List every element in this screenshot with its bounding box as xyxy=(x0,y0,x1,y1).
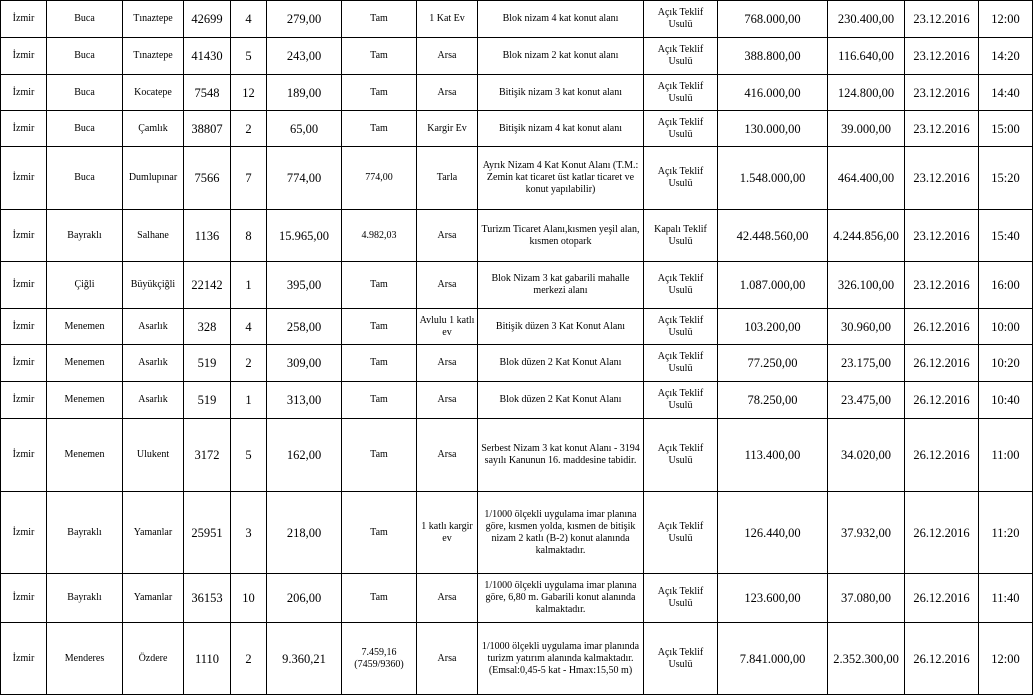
area-cell: 206,00 xyxy=(267,574,342,623)
province-cell: İzmir xyxy=(1,210,47,262)
block-cell: 519 xyxy=(184,345,231,382)
parcel-cell: 5 xyxy=(231,419,267,492)
date-cell: 26.12.2016 xyxy=(905,419,979,492)
date-cell: 23.12.2016 xyxy=(905,210,979,262)
province-cell: İzmir xyxy=(1,574,47,623)
neighborhood-cell: Büyükçiğli xyxy=(123,262,184,309)
time-cell: 11:00 xyxy=(979,419,1033,492)
area-cell: 309,00 xyxy=(267,345,342,382)
parcel-cell: 10 xyxy=(231,574,267,623)
deposit-cell: 116.640,00 xyxy=(828,38,905,75)
time-cell: 12:00 xyxy=(979,1,1033,38)
tender-method-cell: Kapalı Teklif Usulü xyxy=(644,210,718,262)
deposit-cell: 4.244.856,00 xyxy=(828,210,905,262)
time-cell: 11:20 xyxy=(979,492,1033,574)
share-cell: 7.459,16 (7459/9360) xyxy=(342,623,417,695)
property-type-cell: Arsa xyxy=(417,419,478,492)
block-cell: 25951 xyxy=(184,492,231,574)
date-cell: 26.12.2016 xyxy=(905,574,979,623)
province-cell: İzmir xyxy=(1,382,47,419)
area-cell: 313,00 xyxy=(267,382,342,419)
estimated-price-cell: 130.000,00 xyxy=(718,111,828,147)
zoning-cell: Bitişik nizam 4 kat konut alanı xyxy=(478,111,644,147)
property-type-cell: Arsa xyxy=(417,38,478,75)
zoning-cell: Blok nizam 2 kat konut alanı xyxy=(478,38,644,75)
property-type-cell: Avlulu 1 katlı ev xyxy=(417,309,478,345)
deposit-cell: 230.400,00 xyxy=(828,1,905,38)
district-cell: Menderes xyxy=(47,623,123,695)
area-cell: 774,00 xyxy=(267,147,342,210)
district-cell: Menemen xyxy=(47,382,123,419)
table-row xyxy=(1,623,1033,695)
property-type-cell: Tarla xyxy=(417,147,478,210)
estimated-price-cell: 123.600,00 xyxy=(718,574,828,623)
table-row xyxy=(1,75,1033,111)
share-cell: Tam xyxy=(342,574,417,623)
table-row xyxy=(1,38,1033,75)
property-type-cell: Arsa xyxy=(417,574,478,623)
share-cell: Tam xyxy=(342,262,417,309)
tender-method-cell: Açık Teklif Usulü xyxy=(644,111,718,147)
share-cell: Tam xyxy=(342,111,417,147)
share-cell: Tam xyxy=(342,75,417,111)
neighborhood-cell: Asarlık xyxy=(123,345,184,382)
deposit-cell: 464.400,00 xyxy=(828,147,905,210)
tender-method-cell: Açık Teklif Usulü xyxy=(644,1,718,38)
province-cell: İzmir xyxy=(1,623,47,695)
share-cell: Tam xyxy=(342,345,417,382)
estimated-price-cell: 388.800,00 xyxy=(718,38,828,75)
property-type-cell: Arsa xyxy=(417,262,478,309)
neighborhood-cell: Çamlık xyxy=(123,111,184,147)
block-cell: 41430 xyxy=(184,38,231,75)
district-cell: Buca xyxy=(47,75,123,111)
table-row xyxy=(1,262,1033,309)
zoning-cell: Blok düzen 2 Kat Konut Alanı xyxy=(478,382,644,419)
time-cell: 10:20 xyxy=(979,345,1033,382)
district-cell: Buca xyxy=(47,111,123,147)
deposit-cell: 37.932,00 xyxy=(828,492,905,574)
estimated-price-cell: 1.548.000,00 xyxy=(718,147,828,210)
deposit-cell: 30.960,00 xyxy=(828,309,905,345)
area-cell: 243,00 xyxy=(267,38,342,75)
province-cell: İzmir xyxy=(1,262,47,309)
parcel-cell: 1 xyxy=(231,382,267,419)
district-cell: Buca xyxy=(47,147,123,210)
share-cell: 774,00 xyxy=(342,147,417,210)
zoning-cell: Bitişik düzen 3 Kat Konut Alanı xyxy=(478,309,644,345)
date-cell: 26.12.2016 xyxy=(905,382,979,419)
neighborhood-cell: Asarlık xyxy=(123,309,184,345)
block-cell: 36153 xyxy=(184,574,231,623)
time-cell: 15:40 xyxy=(979,210,1033,262)
area-cell: 65,00 xyxy=(267,111,342,147)
estimated-price-cell: 77.250,00 xyxy=(718,345,828,382)
estimated-price-cell: 416.000,00 xyxy=(718,75,828,111)
tender-method-cell: Açık Teklif Usulü xyxy=(644,309,718,345)
property-type-cell: Arsa xyxy=(417,623,478,695)
block-cell: 7566 xyxy=(184,147,231,210)
block-cell: 38807 xyxy=(184,111,231,147)
deposit-cell: 2.352.300,00 xyxy=(828,623,905,695)
table-row xyxy=(1,492,1033,574)
tender-method-cell: Açık Teklif Usulü xyxy=(644,38,718,75)
table-row xyxy=(1,147,1033,210)
parcel-cell: 2 xyxy=(231,623,267,695)
tender-method-cell: Açık Teklif Usulü xyxy=(644,419,718,492)
area-cell: 395,00 xyxy=(267,262,342,309)
date-cell: 23.12.2016 xyxy=(905,38,979,75)
property-type-cell: 1 Kat Ev xyxy=(417,1,478,38)
share-cell: Tam xyxy=(342,492,417,574)
time-cell: 15:20 xyxy=(979,147,1033,210)
tender-table-body xyxy=(1,1,1033,695)
zoning-cell: Blok nizam 4 kat konut alanı xyxy=(478,1,644,38)
area-cell: 15.965,00 xyxy=(267,210,342,262)
date-cell: 26.12.2016 xyxy=(905,623,979,695)
area-cell: 189,00 xyxy=(267,75,342,111)
block-cell: 1136 xyxy=(184,210,231,262)
time-cell: 14:20 xyxy=(979,38,1033,75)
time-cell: 14:40 xyxy=(979,75,1033,111)
table-row xyxy=(1,345,1033,382)
district-cell: Bayraklı xyxy=(47,492,123,574)
estimated-price-cell: 7.841.000,00 xyxy=(718,623,828,695)
province-cell: İzmir xyxy=(1,147,47,210)
time-cell: 15:00 xyxy=(979,111,1033,147)
deposit-cell: 23.175,00 xyxy=(828,345,905,382)
share-cell: Tam xyxy=(342,1,417,38)
table-row xyxy=(1,419,1033,492)
neighborhood-cell: Yamanlar xyxy=(123,574,184,623)
tender-method-cell: Açık Teklif Usulü xyxy=(644,262,718,309)
block-cell: 42699 xyxy=(184,1,231,38)
block-cell: 3172 xyxy=(184,419,231,492)
province-cell: İzmir xyxy=(1,492,47,574)
district-cell: Menemen xyxy=(47,309,123,345)
property-type-cell: 1 katlı kargir ev xyxy=(417,492,478,574)
parcel-cell: 4 xyxy=(231,309,267,345)
property-type-cell: Arsa xyxy=(417,210,478,262)
district-cell: Çiğli xyxy=(47,262,123,309)
tender-method-cell: Açık Teklif Usulü xyxy=(644,574,718,623)
district-cell: Menemen xyxy=(47,419,123,492)
district-cell: Buca xyxy=(47,1,123,38)
parcel-cell: 2 xyxy=(231,111,267,147)
tender-method-cell: Açık Teklif Usulü xyxy=(644,75,718,111)
neighborhood-cell: Dumlupınar xyxy=(123,147,184,210)
zoning-cell: Turizm Ticaret Alanı,kısmen yeşil alan, kısmen otopark xyxy=(478,210,644,262)
neighborhood-cell: Tınaztepe xyxy=(123,1,184,38)
property-type-cell: Arsa xyxy=(417,382,478,419)
neighborhood-cell: Salhane xyxy=(123,210,184,262)
share-cell: Tam xyxy=(342,419,417,492)
table-row xyxy=(1,210,1033,262)
deposit-cell: 326.100,00 xyxy=(828,262,905,309)
block-cell: 7548 xyxy=(184,75,231,111)
province-cell: İzmir xyxy=(1,309,47,345)
share-cell: Tam xyxy=(342,309,417,345)
time-cell: 10:40 xyxy=(979,382,1033,419)
zoning-cell: Serbest Nizam 3 kat konut Alanı - 3194 sayılı Kanunun 16. maddesine tabidir. xyxy=(478,419,644,492)
estimated-price-cell: 113.400,00 xyxy=(718,419,828,492)
block-cell: 519 xyxy=(184,382,231,419)
block-cell: 22142 xyxy=(184,262,231,309)
tender-method-cell: Açık Teklif Usulü xyxy=(644,147,718,210)
estimated-price-cell: 768.000,00 xyxy=(718,1,828,38)
estimated-price-cell: 126.440,00 xyxy=(718,492,828,574)
time-cell: 16:00 xyxy=(979,262,1033,309)
area-cell: 258,00 xyxy=(267,309,342,345)
parcel-cell: 1 xyxy=(231,262,267,309)
parcel-cell: 8 xyxy=(231,210,267,262)
province-cell: İzmir xyxy=(1,345,47,382)
parcel-cell: 4 xyxy=(231,1,267,38)
deposit-cell: 37.080,00 xyxy=(828,574,905,623)
tender-method-cell: Açık Teklif Usulü xyxy=(644,382,718,419)
neighborhood-cell: Ulukent xyxy=(123,419,184,492)
neighborhood-cell: Özdere xyxy=(123,623,184,695)
zoning-cell: 1/1000 ölçekli uygulama imar planına göre, 6,80 m. Gabarili konut alanında kalmaktadır. xyxy=(478,574,644,623)
share-cell: Tam xyxy=(342,38,417,75)
date-cell: 23.12.2016 xyxy=(905,111,979,147)
date-cell: 26.12.2016 xyxy=(905,309,979,345)
tender-method-cell: Açık Teklif Usulü xyxy=(644,492,718,574)
province-cell: İzmir xyxy=(1,38,47,75)
parcel-cell: 2 xyxy=(231,345,267,382)
neighborhood-cell: Yamanlar xyxy=(123,492,184,574)
district-cell: Menemen xyxy=(47,345,123,382)
deposit-cell: 124.800,00 xyxy=(828,75,905,111)
neighborhood-cell: Asarlık xyxy=(123,382,184,419)
province-cell: İzmir xyxy=(1,1,47,38)
table-row xyxy=(1,1,1033,38)
tender-method-cell: Açık Teklif Usulü xyxy=(644,345,718,382)
time-cell: 12:00 xyxy=(979,623,1033,695)
time-cell: 11:40 xyxy=(979,574,1033,623)
zoning-cell: Bitişik nizam 3 kat konut alanı xyxy=(478,75,644,111)
parcel-cell: 12 xyxy=(231,75,267,111)
neighborhood-cell: Kocatepe xyxy=(123,75,184,111)
time-cell: 10:00 xyxy=(979,309,1033,345)
deposit-cell: 39.000,00 xyxy=(828,111,905,147)
date-cell: 23.12.2016 xyxy=(905,75,979,111)
parcel-cell: 5 xyxy=(231,38,267,75)
estimated-price-cell: 42.448.560,00 xyxy=(718,210,828,262)
share-cell: 4.982,03 xyxy=(342,210,417,262)
area-cell: 218,00 xyxy=(267,492,342,574)
estimated-price-cell: 103.200,00 xyxy=(718,309,828,345)
estimated-price-cell: 1.087.000,00 xyxy=(718,262,828,309)
zoning-cell: 1/1000 ölçekli uygulama imar planına göre, kısmen yolda, kısmen de bitişik nizam 2 katlı (B-2) konut alanında kalmaktadır. xyxy=(478,492,644,574)
deposit-cell: 23.475,00 xyxy=(828,382,905,419)
district-cell: Bayraklı xyxy=(47,210,123,262)
estimated-price-cell: 78.250,00 xyxy=(718,382,828,419)
date-cell: 26.12.2016 xyxy=(905,492,979,574)
tender-method-cell: Açık Teklif Usulü xyxy=(644,623,718,695)
property-type-cell: Arsa xyxy=(417,75,478,111)
table-row xyxy=(1,382,1033,419)
parcel-cell: 3 xyxy=(231,492,267,574)
zoning-cell: Blok düzen 2 Kat Konut Alanı xyxy=(478,345,644,382)
province-cell: İzmir xyxy=(1,75,47,111)
zoning-cell: Blok Nizam 3 kat gabarili mahalle merkezi alanı xyxy=(478,262,644,309)
area-cell: 9.360,21 xyxy=(267,623,342,695)
zoning-cell: Ayrık Nizam 4 Kat Konut Alanı (T.M.: Zemin kat ticaret üst katlar ticaret ve konut yapılabilir) xyxy=(478,147,644,210)
date-cell: 26.12.2016 xyxy=(905,345,979,382)
neighborhood-cell: Tınaztepe xyxy=(123,38,184,75)
date-cell: 23.12.2016 xyxy=(905,262,979,309)
province-cell: İzmir xyxy=(1,419,47,492)
district-cell: Buca xyxy=(47,38,123,75)
deposit-cell: 34.020,00 xyxy=(828,419,905,492)
date-cell: 23.12.2016 xyxy=(905,147,979,210)
block-cell: 1110 xyxy=(184,623,231,695)
property-type-cell: Arsa xyxy=(417,345,478,382)
area-cell: 279,00 xyxy=(267,1,342,38)
district-cell: Bayraklı xyxy=(47,574,123,623)
area-cell: 162,00 xyxy=(267,419,342,492)
block-cell: 328 xyxy=(184,309,231,345)
property-type-cell: Kargir Ev xyxy=(417,111,478,147)
table-row xyxy=(1,111,1033,147)
province-cell: İzmir xyxy=(1,111,47,147)
table-row xyxy=(1,574,1033,623)
zoning-cell: 1/1000 ölçekli uygulama imar planında turizm yatırım alanında kalmaktadır. (Emsal:0,45-5 kat - Hmax:15,50 m) xyxy=(478,623,644,695)
date-cell: 23.12.2016 xyxy=(905,1,979,38)
parcel-cell: 7 xyxy=(231,147,267,210)
table-row xyxy=(1,309,1033,345)
share-cell: Tam xyxy=(342,382,417,419)
